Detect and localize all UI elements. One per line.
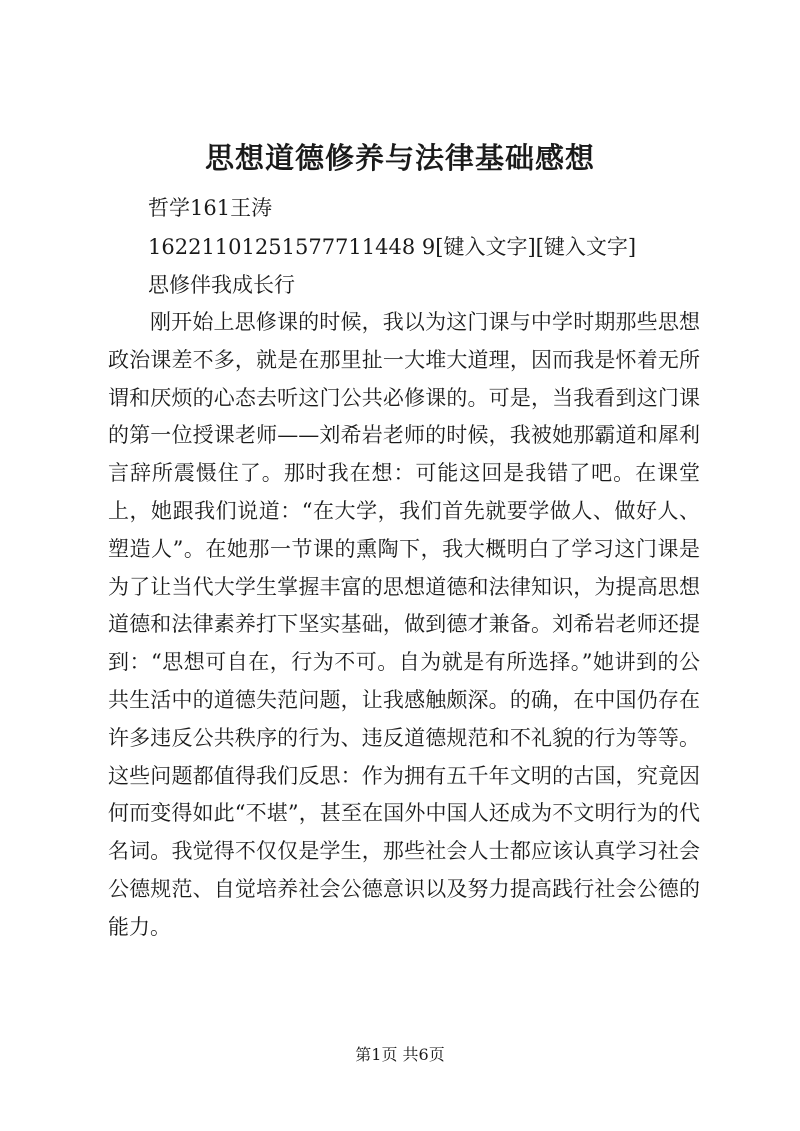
essay-subtitle: 思修伴我成长行 bbox=[148, 273, 295, 297]
document-title: 思想道德修养与法律基础感想 bbox=[204, 141, 595, 175]
student-id-line: 16221101251577711448 9[键入文字][键入文字] bbox=[148, 235, 637, 259]
page-footer: 第1页 共6页 bbox=[355, 1045, 445, 1064]
author-line: 哲学161王涛 bbox=[148, 196, 273, 220]
body-paragraph: 刚开始上思修课的时候，我以为这门课与中学时期那些思想政治课差不多，就是在那里扯一大堆大道理，因而我是怀着无所谓和厌烦的心态去听这门公共必修课的。可是，当我看到这门课的第一位授课老师——刘希岩老师的时候，我被她那霸道和犀利言辞所震慑住了。那时我在想：可能这回是我错了吧。在课堂上，她跟我们说道：“在大学，我们首先就要学做人、做好人、塑造人”。在她那一节课的熏陶下，我大概明白了学习这门课是为了让当代大学生掌握丰富的思想道德和法律知识，为提高思想道德和法律素养打下坚实基础，做到德才兼备。刘希岩老师还提到：“思想可自在，行为不可。自为就是有所选择。”她讲到的公共生活中的道德失范问题，让我感触颇深。的确，在中国仍存在许多违反公共秩序的行为、违反道德规范和不礼貌的行为等等。这些问题都值得我们反思：作为拥有五千年文明的古国，究竟因何而变得如此“不堪”，甚至在国外中国人还成为不文明行为的代名词。我觉得不仅仅是学生，那些社会人士都应该认真学习社会公德规范、自觉培养社会公德意识以及努力提高践行社会公德的能力。 bbox=[108, 310, 700, 939]
